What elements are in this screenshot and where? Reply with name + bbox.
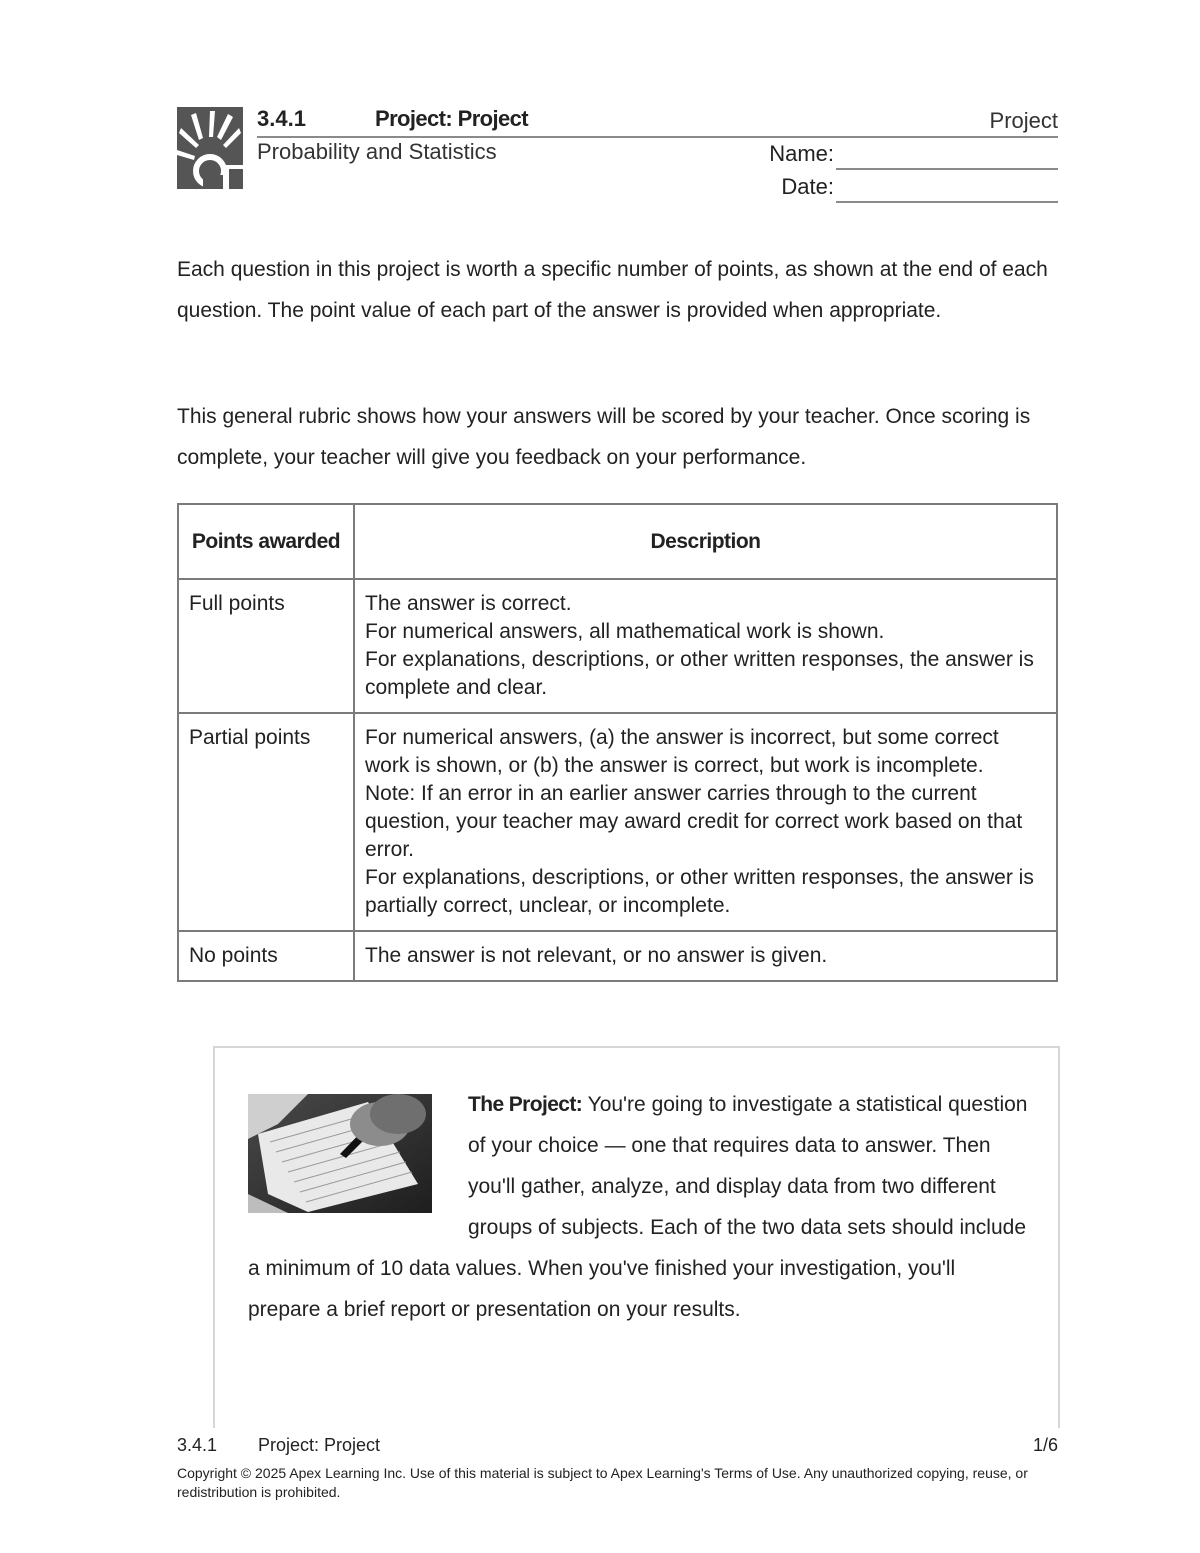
table-header-row [178, 504, 1057, 579]
description-cell [354, 579, 1057, 713]
name-field[interactable] [836, 168, 1058, 170]
description-line: For explanations, descriptions, or other written responses, the answer is complete and clear. [365, 648, 1034, 699]
date-field[interactable] [836, 201, 1058, 203]
page-title: Project: Project [375, 106, 529, 131]
lesson-code: 3.4.1 [257, 106, 306, 131]
description-line: Note: If an error in an earlier answer carries through to the current question, your teacher may award credit for correct work based on that error. [365, 782, 1023, 861]
rubric-intro-paragraph: This general rubric shows how your answers will be scored by your teacher. Once scoring is complete, your teacher will give you feedback on your performance. [177, 405, 1031, 469]
project-description [248, 1084, 1028, 1330]
document-type: Project [989, 108, 1058, 133]
table-row [178, 579, 1057, 713]
date-label: Date: [781, 174, 834, 199]
description-line: For numerical answers, (a) the answer is incorrect, but some correct work is shown, or (b) the answer is correct, but work is incomplete. [365, 726, 999, 777]
footer-title: Project: Project [258, 1435, 381, 1455]
rubric-table [177, 503, 1058, 982]
description-line: The answer is correct. [365, 592, 572, 615]
footer-lesson-code: 3.4.1 [177, 1435, 218, 1455]
course-name: Probability and Statistics [257, 139, 497, 164]
description-cell [354, 713, 1057, 931]
points-cell: Full points [178, 579, 354, 713]
table-row [178, 931, 1057, 981]
intro-paragraph: Each question in this project is worth a specific number of points, as shown at the end of each question. The point value of each part of the answer is provided when appropriate. [177, 258, 1048, 322]
points-cell: Partial points [178, 713, 354, 931]
page-number: 1/6 [1032, 1435, 1058, 1455]
column-header-points: Points awarded [178, 504, 354, 579]
table-row [178, 713, 1057, 931]
points-cell: No points [178, 931, 354, 981]
description-cell [354, 931, 1057, 981]
description-line: The answer is not relevant, or no answer is given. [365, 944, 828, 967]
project-text: You're going to investigate a statistical question of your choice — one that requires data to answer. Then you'll gather, analyze, and display data from two different groups of subjects. Each of the two data sets should include a minimum of 10 data values. When you've finished your investigation, you'll prepare a brief report or presentation on your results. [248, 1093, 1028, 1321]
description-line: For numerical answers, all mathematical work is shown. [365, 620, 885, 643]
header-rule [257, 136, 1058, 138]
column-header-description: Description [354, 504, 1057, 579]
description-line: For explanations, descriptions, or other written responses, the answer is partially correct, unclear, or incomplete. [365, 866, 1034, 917]
copyright-notice: Copyright © 2025 Apex Learning Inc. Use of this material is subject to Apex Learning's Terms of Use. Any unauthorized copying, reuse, or redistribution is prohibited. [177, 1465, 1028, 1500]
name-label: Name: [769, 141, 834, 166]
photo-spacer [248, 1084, 468, 1219]
project-lead: The Project: [468, 1093, 583, 1116]
apex-logo [177, 107, 243, 189]
